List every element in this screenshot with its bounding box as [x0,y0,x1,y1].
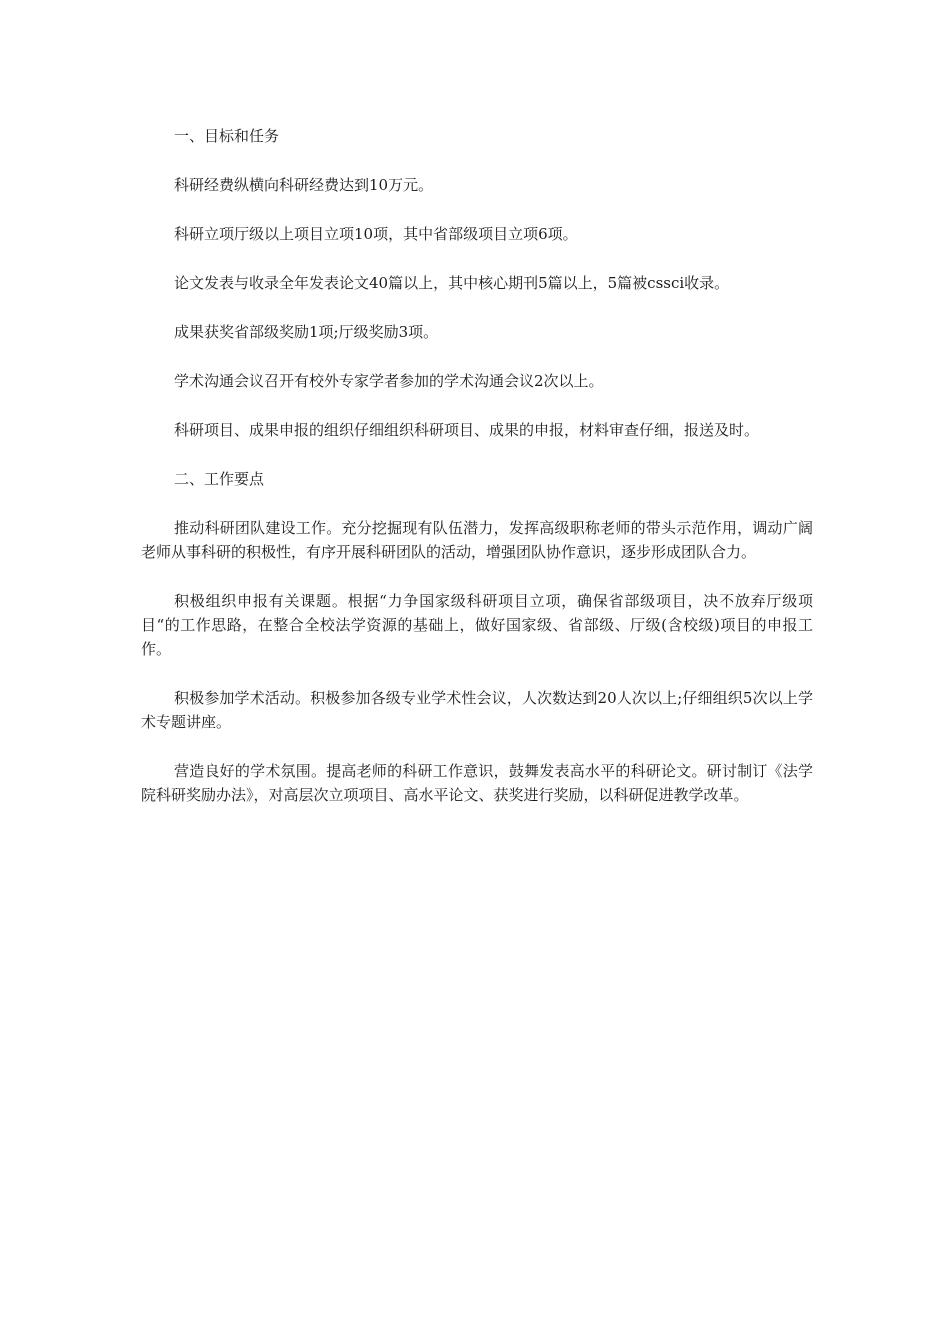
paragraph-topic-application: 积极组织申报有关课题。根据“力争国家级科研项目立项，确保省部级项目，决不放弃厅级项目“的工作思路，在整合全校法学资源的基础上，做好国家级、省部级、厅级(含校级)项目的申报工作。 [141,592,813,658]
paragraph-papers: 论文发表与收录全年发表论文40篇以上，其中核心期刊5篇以上，5篇被cssci收录。 [174,274,730,292]
section-heading-key-points: 二、工作要点 [174,470,265,488]
paragraph-academic-atmosphere: 营造良好的学术氛围。提高老师的科研工作意识，鼓舞发表高水平的科研论文。研讨制订《法学院科研奖励办法》，对高层次立项项目、高水平论文、获奖进行奖励，以科研促进教学改革。 [141,762,813,804]
section-heading-goals: 一、目标和任务 [174,127,280,145]
paragraph-awards: 成果获奖省部级奖励1项;厅级奖励3项。 [174,323,439,341]
paragraph-funding: 科研经费纵横向科研经费达到10万元。 [174,176,434,194]
paragraph-application: 科研项目、成果申报的组织仔细组织科研项目、成果的申报，材料审查仔细，报送及时。 [174,421,760,439]
paragraph-conferences: 学术沟通会议召开有校外专家学者参加的学术沟通会议2次以上。 [174,372,604,390]
document-body [141,124,813,832]
paragraph-projects: 科研立项厅级以上项目立项10项，其中省部级项目立项6项。 [174,225,578,243]
paragraph-team-building: 推动科研团队建设工作。充分挖掘现有队伍潜力，发挥高级职称老师的带头示范作用，调动广阔老师从事科研的积极性，有序开展科研团队的活动，增强团队协作意识，逐步形成团队合力。 [141,519,813,561]
paragraph-academic-activities: 积极参加学术活动。积极参加各级专业学术性会议，人次数达到20人次以上;仔细组织5次以上学术专题讲座。 [141,689,813,731]
